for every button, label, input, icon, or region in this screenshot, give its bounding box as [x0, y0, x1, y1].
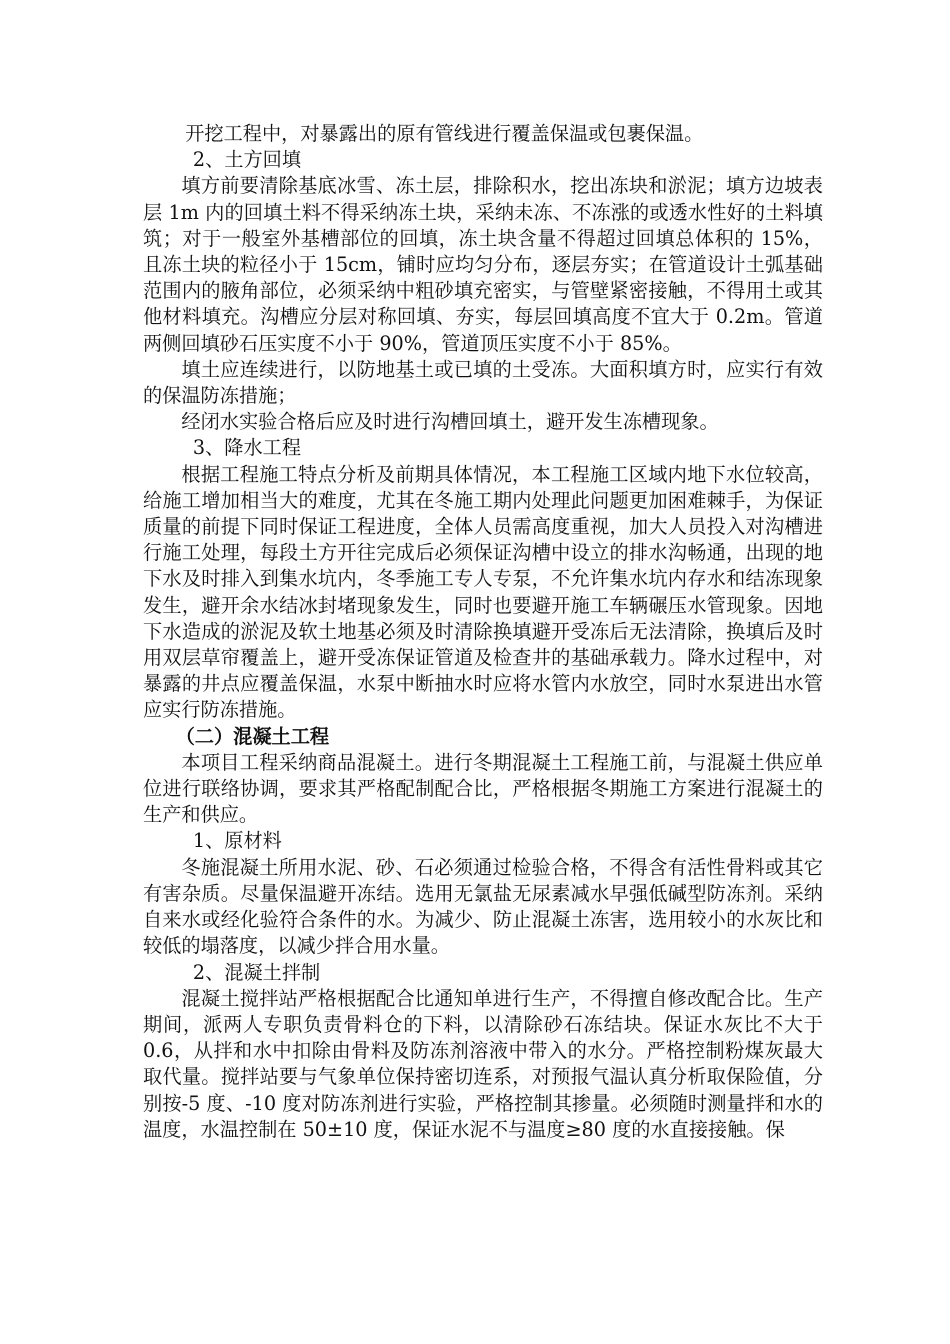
heading-raw-materials: 1、原材料: [192, 829, 282, 853]
heading-earth-backfill: 2、土方回填: [192, 148, 302, 172]
paragraph-backfill-requirements: 填方前要清除基底冰雪、冻土层，排除积水，挖出冻块和淤泥；填方边坡表层 1m 内的回填土料不得采纳冻土块，采纳未冻、不冻涨的或透水性好的土料填筑；对于一般室外基槽部位的回填，冻土块含量不得超过回填总体积的 15%，且冻土块的粒径小于 15cm，铺时应均匀分布，逐层夯实；在管道设计土弧基础范围内的腋角部位，必须采纳中粗砂填充密实，与管壁紧密接触，不得用土或其他材料填充。沟槽应分层对称回填、夯实，每层回填高度不宜大于 0.2m。管道两侧回填砂石压实度不小于 90%，管道顶压实度不小于 85%。: [143, 174, 823, 355]
paragraph-dewatering-details: 根据工程施工特点分析及前期具体情况，本工程施工区域内地下水位较高，给施工增加相当大的难度，尤其在冬施工期内处理此问题更加困难棘手，为保证质量的前提下同时保证工程进度，全体人员需高度重视，加大人员投入对沟槽进行施工处理，每段土方开往完成后必须保证沟槽中设立的排水沟畅通，出现的地下水及时排入到集水坑内，冬季施工专人专泵，不允许集水坑内存水和结冻现象发生，避开余水结冰封堵现象发生，同时也要避开施工车辆碾压水管现象。因地下水造成的淤泥及软土地基必须及时清除换填避开受冻后无法清除，换填后及时用双层草帘覆盖上，避开受冻保证管道及检查井的基础承载力。降水过程中，对暴露的井点应覆盖保温，水泵中断抽水时应将水管内水放空，同时水泵进出水管应实行防冻措施。: [143, 462, 823, 722]
paragraph-continuous-filling: 填土应连续进行，以防地基土或已填的土受冻。大面积填方时，应实行有效的保温防冻措施；: [143, 357, 823, 408]
heading-concrete-mixing: 2、混凝土拌制: [192, 960, 321, 984]
paragraph-excavation-insulation: 开挖工程中，对暴露出的原有管线进行覆盖保温或包裹保温。: [185, 122, 704, 145]
paragraph-closed-water-test: 经闭水实验合格后应及时进行沟槽回填土，避开发生冻槽现象。: [181, 410, 719, 434]
paragraph-concrete-mixing: 混凝土搅拌站严格根据配合比通知单进行生产，不得擅自修改配合比。生产期间，派两人专职负责骨料仓的下料，以清除砂石冻结块。保证水灰比不大于 0.6，从拌和水中扣除由骨料及防冻剂溶液中带入的水分。严格控制粉煤灰最大取代量。搅拌站要与气象单位保持密切连系，对预报气温认真分析取保险值，分别按-5 度、-10 度对防冻剂进行实验，严格控制其掺量。必须随时测量拌和水的温度，水温控制在 50±10 度，保证水泥不与温度≥80 度的水直接接触。保: [143, 986, 823, 1141]
heading-dewatering: 3、降水工程: [192, 436, 302, 460]
heading-concrete-works: （二）混凝土工程: [175, 724, 330, 748]
paragraph-commercial-concrete: 本项目工程采纳商品混凝土。进行冬期混凝土工程施工前，与混凝土供应单位进行联络协调，要求其严格配制配合比，严格根据冬期施工方案进行混凝土的生产和供应。: [143, 750, 823, 827]
paragraph-raw-materials: 冬施混凝土所用水泥、砂、石必须通过检验合格，不得含有活性骨料或其它有害杂质。尽量保温避开冻结。选用无氯盐无尿素减水早强低碱型防冻剂。采纳自来水或经化验符合条件的水。为减少、防止混凝土冻害，选用较小的水灰比和较低的塌落度，以减少拌合用水量。: [143, 855, 823, 958]
document-body: [143, 121, 823, 1143]
